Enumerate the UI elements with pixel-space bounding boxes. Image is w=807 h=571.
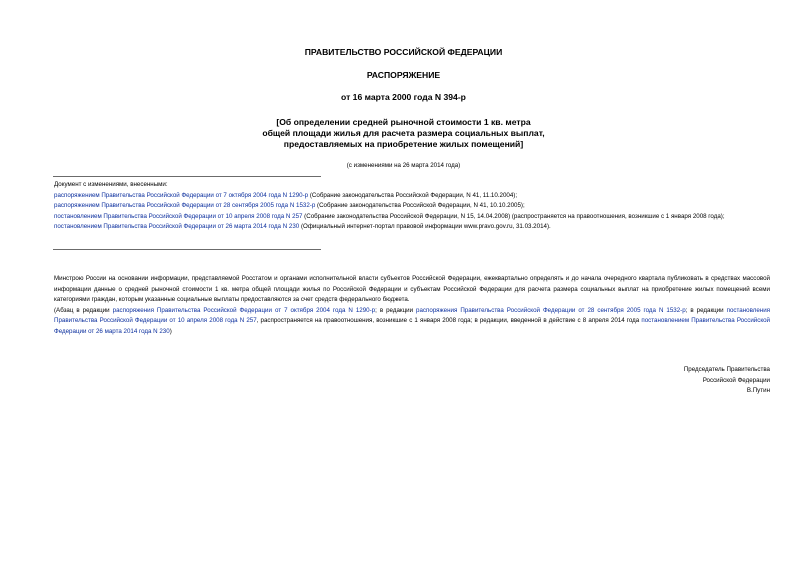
change-item [40, 222, 770, 233]
document-body [40, 274, 770, 338]
change-link[interactable]: постановлением Правительства Российской Федерации от 26 марта 2014 года N 230 [54, 223, 300, 231]
note-text: ; в редакции [685, 306, 727, 314]
government-title: ПРАВИТЕЛЬСТВО РОССИЙСКОЙ ФЕДЕРАЦИИ [304, 47, 503, 57]
edition-history-note [40, 306, 770, 338]
signature-name: В.Путин [746, 387, 770, 395]
change-source: (Собрание законодательства Российской Федерации, N 15, 14.04.2008) (распространяется на правоотношения, возникшие с 1 января 2008 года); [302, 212, 725, 220]
heading-line: предоставляемых на приобретение жилых помещений] [283, 139, 524, 149]
change-source: (Собрание законодательства Российской Федерации, N 41, 11.10.2004); [308, 191, 518, 199]
changes-list [40, 180, 770, 233]
body-paragraph: Минстрою России на основании информации, представляемой Росстатом и органами исполнительной власти субъектов Российской Федерации, ежеквартально определять и до начала очередного квартала публиковать в средствах массовой информации данные о средней рыночной стоимости 1 кв. метра общей площади жилья по Российской Федерации и субъектам Российской Федерации для расчета размера социальных выплат на приобретение жилых помещений всеми категориями граждан, которым указанные социальные выплаты предоставляются за счет средств федерального бюджета. [54, 275, 770, 304]
divider-top [53, 176, 321, 177]
change-item [40, 201, 770, 212]
divider-bottom [53, 249, 321, 250]
note-link[interactable]: распоряжения Правительства Российской Федерации от 7 октября 2004 года N 1290-р [112, 306, 376, 314]
change-item [40, 212, 770, 223]
edition-note: (с изменениями на 26 марта 2014 года) [346, 162, 461, 169]
change-link[interactable]: распоряжением Правительства Российской Федерации от 28 сентября 2005 года N 1532-р [54, 202, 316, 210]
signature-organization: Российской Федерации [702, 376, 770, 384]
signature-position: Председатель Правительства [683, 366, 770, 373]
change-source: (Собрание законодательства Российской Федерации, N 41, 10.10.2005); [315, 202, 525, 210]
signature-block [684, 365, 770, 397]
changes-intro: Документ с изменениями, внесенными: [54, 181, 168, 188]
note-link[interactable]: постановлением Правительства Российской Федерации от 26 марта 2014 года N 230 [54, 317, 770, 335]
note-text: , распространяется на правоотношения, возникшие с 1 января 2008 года; в редакции, введенной в действие с 8 апреля 2014 года [256, 317, 642, 325]
note-text: ; в редакции [375, 306, 417, 314]
heading-line: общей площади жилья для расчета размера социальных выплат, [262, 128, 545, 138]
document-type: РАСПОРЯЖЕНИЕ [366, 70, 441, 80]
note-text: ) [169, 327, 172, 335]
document-date-number: от 16 марта 2000 года N 394-р [341, 92, 466, 102]
note-text: (Абзац в редакции [54, 306, 113, 314]
change-item [40, 191, 770, 202]
change-link[interactable]: постановлением Правительства Российской Федерации от 10 апреля 2008 года N 257 [54, 212, 303, 220]
change-link[interactable]: распоряжением Правительства Российской Федерации от 7 октября 2004 года N 1290-р [54, 191, 309, 199]
note-link[interactable]: постановления Правительства Российской Федерации от 10 апреля 2008 года N 257 [54, 306, 770, 325]
change-source: (Официальный интернет-портал правовой информации www.pravo.gov.ru, 31.03.2014). [299, 223, 551, 231]
document-heading [0, 117, 807, 150]
heading-line: [Об определении средней рыночной стоимости 1 кв. метра [276, 117, 531, 127]
note-link[interactable]: распоряжения Правительства Российской Федерации от 28 сентября 2005 года N 1532-р [416, 306, 686, 314]
